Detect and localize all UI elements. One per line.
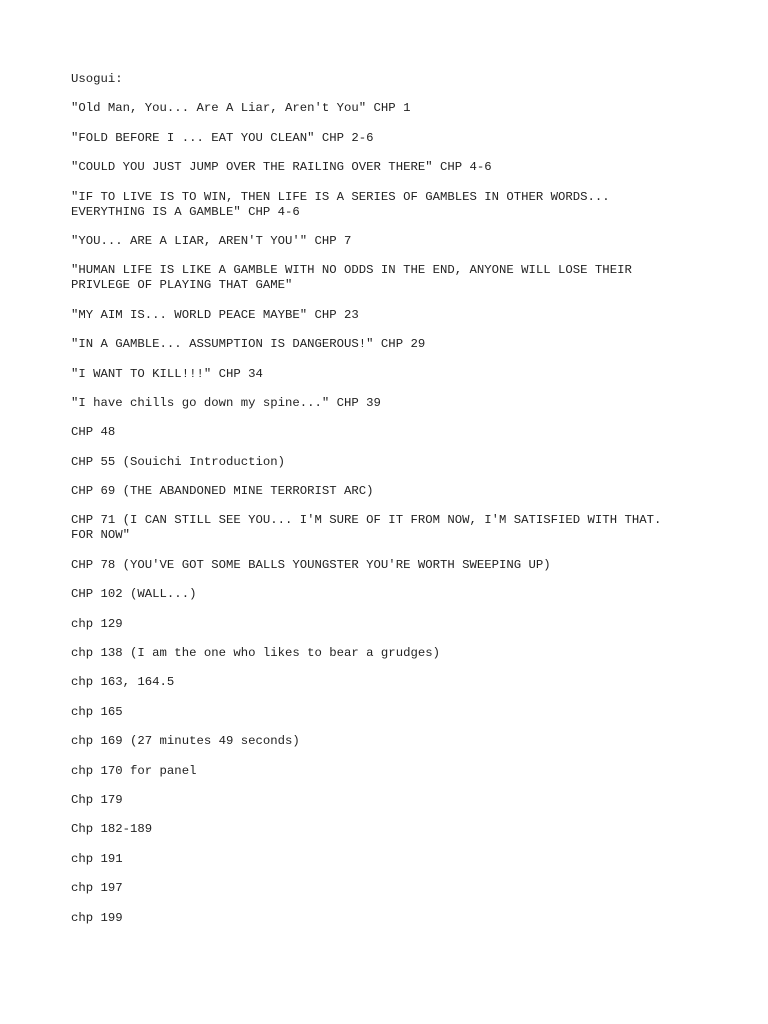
quote-line: "MY AIM IS... WORLD PEACE MAYBE" CHP 23 (71, 307, 359, 322)
chapter-line: chp 170 for panel (71, 763, 197, 778)
chapter-line: chp 163, 164.5 (71, 675, 175, 690)
chapter-line: chp 129 (71, 616, 123, 631)
document-body (71, 72, 711, 940)
quote-line: "Old Man, You... Are A Liar, Aren't You" CHP 1 (71, 101, 411, 116)
chapter-line: Chp 179 (71, 792, 123, 807)
chapter-line: CHP 71 (I CAN STILL SEE YOU... I'M SURE OF IT FROM NOW, I'M SATISFIED WITH THAT. FOR NOW" (71, 513, 662, 543)
chapter-line: CHP 55 (Souichi Introduction) (71, 454, 286, 469)
chapter-line: chp 199 (71, 910, 123, 925)
quote-line: "I have chills go down my spine..." CHP 39 (71, 395, 381, 410)
chapter-line: chp 165 (71, 704, 123, 719)
chapter-line: Chp 182-189 (71, 822, 153, 837)
document-heading: Usogui: (71, 72, 123, 86)
chapter-line: CHP 78 (YOU'VE GOT SOME BALLS YOUNGSTER YOU'RE WORTH SWEEPING UP) (71, 557, 551, 572)
quote-line: "I WANT TO KILL!!!" CHP 34 (71, 366, 263, 381)
quote-line: "COULD YOU JUST JUMP OVER THE RAILING OVER THERE" CHP 4-6 (71, 160, 492, 175)
chapter-line: CHP 102 (WALL...) (71, 587, 197, 602)
chapter-line: chp 197 (71, 881, 123, 896)
chapter-line: chp 138 (I am the one who likes to bear a grudges) (71, 646, 440, 661)
quote-line: "FOLD BEFORE I ... EAT YOU CLEAN" CHP 2-6 (71, 130, 374, 145)
quote-line: "HUMAN LIFE IS LIKE A GAMBLE WITH NO ODDS IN THE END, ANYONE WILL LOSE THEIR PRIVLEGE OF PLAYING THAT GAME" (71, 263, 632, 293)
chapter-line: CHP 48 (71, 425, 116, 440)
chapter-line: chp 169 (27 minutes 49 seconds) (71, 734, 300, 749)
chapter-line: chp 191 (71, 851, 123, 866)
quote-line: "YOU... ARE A LIAR, AREN'T YOU'" CHP 7 (71, 233, 352, 248)
chapter-line: CHP 69 (THE ABANDONED MINE TERRORIST ARC) (71, 484, 374, 499)
quote-line: "IN A GAMBLE... ASSUMPTION IS DANGEROUS!" CHP 29 (71, 337, 426, 352)
quote-line: "IF TO LIVE IS TO WIN, THEN LIFE IS A SERIES OF GAMBLES IN OTHER WORDS... EVERYTHING IS A GAMBLE" CHP 4-6 (71, 189, 610, 219)
